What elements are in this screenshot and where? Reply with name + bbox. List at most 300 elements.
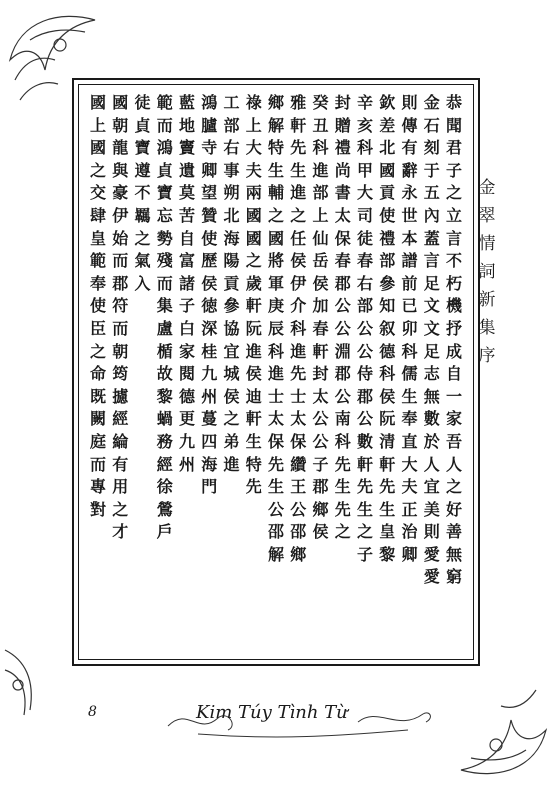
- text-char: 治: [401, 522, 418, 542]
- text-char: 雅: [290, 93, 307, 112]
- text-char: 經: [156, 454, 173, 474]
- text-char: 科: [401, 341, 418, 361]
- text-column: [222, 92, 242, 656]
- text-char: 庭: [89, 431, 106, 451]
- text-char: 而: [112, 251, 129, 271]
- text-char: 自: [178, 228, 195, 248]
- text-char: 弟: [223, 431, 240, 451]
- text-char: 生: [379, 499, 396, 519]
- text-char: 海: [201, 454, 218, 474]
- text-column: [155, 92, 175, 656]
- text-char: 春: [356, 251, 373, 271]
- text-char: 清: [379, 431, 396, 451]
- text-char: 之: [334, 522, 351, 542]
- text-char: 卿: [201, 160, 218, 180]
- text-char: 黎: [379, 544, 396, 564]
- text-char: 本: [401, 228, 418, 248]
- text-char: 桂: [201, 341, 218, 361]
- text-char: 太: [290, 409, 307, 429]
- page-number: 8: [88, 704, 97, 720]
- text-char: 筠: [112, 364, 129, 384]
- text-char: 奉: [401, 409, 418, 429]
- text-char: 大: [401, 454, 418, 474]
- text-char: 軒: [245, 296, 262, 316]
- text-char: 科: [379, 364, 396, 384]
- text-char: 癸: [312, 93, 329, 112]
- text-char: 使: [379, 205, 396, 225]
- text-char: 叙: [379, 318, 396, 338]
- text-char: 而: [112, 318, 129, 338]
- text-char: 集: [156, 296, 173, 316]
- text-char: 上: [312, 205, 329, 225]
- text-char: 羈: [134, 205, 151, 225]
- text-char: 之: [245, 251, 262, 271]
- text-char: 貞: [156, 160, 173, 180]
- text-char: 德: [379, 341, 396, 361]
- text-char: 邵: [267, 522, 284, 542]
- text-char: 不: [445, 251, 462, 271]
- text-char: 淵: [334, 341, 351, 361]
- text-char: 協: [223, 318, 240, 338]
- text-char: 侯: [379, 386, 396, 406]
- text-char: 阮: [379, 409, 396, 429]
- text-char: 科: [290, 318, 307, 338]
- text-char: 闕: [89, 409, 106, 429]
- text-char: 侯: [201, 273, 218, 293]
- text-char: 邵: [290, 522, 307, 542]
- text-column: [444, 92, 464, 656]
- text-char: 陽: [223, 251, 240, 271]
- text-char: 卿: [401, 544, 418, 564]
- text-char: 保: [290, 431, 307, 451]
- text-char: 公: [334, 296, 351, 316]
- text-char: 之: [89, 341, 106, 361]
- text-char: 四: [201, 431, 218, 451]
- text-char: 右: [356, 273, 373, 293]
- text-char: 部: [312, 183, 329, 203]
- text-char: 右: [223, 138, 240, 158]
- text-char: 符: [112, 296, 129, 316]
- text-char: 有: [401, 138, 418, 158]
- text-char: 善: [445, 522, 462, 542]
- text-char: 亥: [356, 115, 373, 135]
- text-char: 生: [334, 477, 351, 497]
- text-char: 刻: [423, 138, 440, 158]
- text-char: 之: [112, 499, 129, 519]
- text-char: 蔓: [201, 409, 218, 429]
- text-char: 進: [290, 183, 307, 203]
- text-char: 之: [445, 183, 462, 203]
- text-char: 寺: [201, 138, 218, 158]
- text-char: 朝: [112, 115, 129, 135]
- text-char: 皇: [89, 228, 106, 248]
- text-char: 辭: [401, 160, 418, 180]
- text-char: 貢: [379, 183, 396, 203]
- text-char: 好: [445, 499, 462, 519]
- text-char: 徳: [201, 296, 218, 316]
- text-char: 家: [445, 409, 462, 429]
- text-char: 軒: [312, 341, 329, 361]
- text-char: 國: [245, 228, 262, 248]
- text-char: 國: [89, 93, 106, 112]
- text-char: 將: [267, 251, 284, 271]
- text-char: 寶: [134, 138, 151, 158]
- text-char: 郡: [312, 477, 329, 497]
- text-char: 用: [112, 477, 129, 497]
- text-char: 機: [445, 296, 462, 316]
- text-char: 尚: [334, 160, 351, 180]
- text-char: 科: [312, 138, 329, 158]
- text-char: 公: [334, 318, 351, 338]
- text-char: 使: [89, 296, 106, 316]
- text-char: 公: [290, 499, 307, 519]
- text-char: 太: [334, 205, 351, 225]
- text-char: 事: [223, 160, 240, 180]
- text-char: 國: [112, 93, 129, 112]
- text-char: 國: [379, 160, 396, 180]
- text-char: 抒: [445, 318, 462, 338]
- page-footer: [0, 690, 556, 750]
- text-char: 海: [223, 228, 240, 248]
- text-char: 譜: [401, 251, 418, 271]
- text-column: [288, 92, 308, 656]
- text-char: 進: [312, 160, 329, 180]
- text-char: 殘: [156, 251, 173, 271]
- text-char: 永: [401, 183, 418, 203]
- text-char: 交: [89, 183, 106, 203]
- text-char: 王: [290, 477, 307, 497]
- text-char: 正: [401, 499, 418, 519]
- text-char: 範: [156, 93, 173, 112]
- text-char: 欽: [379, 93, 396, 112]
- text-char: 丑: [312, 115, 329, 135]
- text-char: 遵: [134, 160, 151, 180]
- text-char: 鴻: [201, 93, 218, 112]
- text-char: 工: [223, 93, 240, 112]
- text-char: 解: [267, 544, 284, 564]
- text-char: 公: [312, 409, 329, 429]
- text-char: 科: [267, 341, 284, 361]
- text-char: 任: [290, 228, 307, 248]
- text-char: 歲: [245, 273, 262, 293]
- text-char: 之: [267, 205, 284, 225]
- text-char: 吾: [445, 431, 462, 451]
- text-char: 公: [334, 386, 351, 406]
- text-char: 宜: [423, 477, 440, 497]
- text-char: 足: [423, 273, 440, 293]
- text-char: 世: [401, 205, 418, 225]
- text-columns: [88, 92, 464, 656]
- text-char: 始: [112, 228, 129, 248]
- text-frame: [72, 78, 480, 666]
- title-char: 翠: [478, 206, 496, 226]
- text-char: 宜: [223, 341, 240, 361]
- text-char: 進: [290, 341, 307, 361]
- text-char: 德: [178, 386, 195, 406]
- text-char: 南: [334, 409, 351, 429]
- text-char: 北: [379, 138, 396, 158]
- text-char: 生: [290, 160, 307, 180]
- text-char: 九: [178, 431, 195, 451]
- text-char: 解: [267, 115, 284, 135]
- text-char: 金: [423, 93, 440, 112]
- text-char: 伊: [112, 205, 129, 225]
- text-char: 生: [245, 431, 262, 451]
- text-char: 豪: [112, 183, 129, 203]
- text-char: 太: [267, 409, 284, 429]
- text-char: 竇: [178, 138, 195, 158]
- text-char: 而: [156, 115, 173, 135]
- text-char: 甲: [356, 160, 373, 180]
- text-char: 封: [312, 364, 329, 384]
- text-char: 加: [312, 296, 329, 316]
- text-char: 恭: [445, 93, 462, 112]
- text-char: 歷: [201, 251, 218, 271]
- text-char: 國: [267, 228, 284, 248]
- text-char: 迪: [245, 386, 262, 406]
- text-char: 岳: [312, 251, 329, 271]
- text-char: 貢: [223, 273, 240, 293]
- text-char: 朔: [223, 183, 240, 203]
- text-char: 先: [267, 454, 284, 474]
- text-char: 愛: [423, 567, 440, 587]
- text-char: 進: [245, 341, 262, 361]
- text-char: 人: [423, 454, 440, 474]
- text-char: 於: [423, 431, 440, 451]
- text-char: 夫: [401, 477, 418, 497]
- title-char: 詞: [478, 262, 496, 282]
- text-char: 輔: [267, 183, 284, 203]
- text-char: 美: [423, 499, 440, 519]
- text-char: 部: [223, 115, 240, 135]
- text-char: 徒: [134, 93, 151, 112]
- text-char: 數: [356, 431, 373, 451]
- text-char: 士: [267, 386, 284, 406]
- text-char: 富: [178, 251, 195, 271]
- text-char: 文: [423, 318, 440, 338]
- text-char: 君: [445, 138, 462, 158]
- text-char: 上: [89, 115, 106, 135]
- text-char: 公: [356, 341, 373, 361]
- title-char: 集: [478, 318, 496, 338]
- text-char: 之: [223, 409, 240, 429]
- text-char: 龍: [112, 138, 129, 158]
- text-char: 卯: [401, 318, 418, 338]
- text-char: 內: [423, 205, 440, 225]
- text-char: 皇: [379, 522, 396, 542]
- text-char: 苦: [178, 205, 195, 225]
- text-char: 阮: [245, 318, 262, 338]
- text-char: 士: [290, 386, 307, 406]
- text-char: 而: [89, 454, 106, 474]
- text-char: 軒: [356, 454, 373, 474]
- text-column: [400, 92, 420, 656]
- text-char: 蓋: [423, 228, 440, 248]
- text-char: 九: [201, 364, 218, 384]
- text-char: 侯: [245, 364, 262, 384]
- text-char: 先: [334, 454, 351, 474]
- text-char: 先: [379, 477, 396, 497]
- text-char: 州: [178, 454, 195, 474]
- text-char: 直: [401, 431, 418, 451]
- text-char: 石: [423, 115, 440, 135]
- text-char: 侯: [312, 273, 329, 293]
- title-char: 序: [478, 346, 496, 366]
- text-char: 國: [89, 138, 106, 158]
- text-char: 進: [267, 364, 284, 384]
- text-char: 于: [423, 160, 440, 180]
- text-char: 大: [245, 138, 262, 158]
- text-char: 鄉: [312, 499, 329, 519]
- text-char: 兩: [245, 183, 262, 203]
- text-char: 鶯: [156, 499, 173, 519]
- text-char: 春: [312, 318, 329, 338]
- text-char: 綸: [112, 431, 129, 451]
- text-char: 侯: [223, 386, 240, 406]
- text-char: 子: [312, 454, 329, 474]
- text-char: 先: [245, 477, 262, 497]
- text-char: 之: [445, 477, 462, 497]
- text-char: 軍: [267, 273, 284, 293]
- text-char: 經: [112, 409, 129, 429]
- text-char: 生: [356, 499, 373, 519]
- text-char: 贊: [201, 205, 218, 225]
- text-char: 人: [445, 454, 462, 474]
- text-char: 公: [267, 499, 284, 519]
- text-char: 盧: [156, 318, 173, 338]
- text-char: 之: [290, 205, 307, 225]
- text-column: [422, 92, 442, 656]
- text-char: 忘: [156, 205, 173, 225]
- text-char: 進: [223, 454, 240, 474]
- text-char: 愛: [423, 544, 440, 564]
- text-char: 朽: [445, 273, 462, 293]
- text-char: 有: [112, 454, 129, 474]
- text-char: 北: [223, 205, 240, 225]
- text-char: 閱: [178, 364, 195, 384]
- text-char: 一: [445, 386, 462, 406]
- text-char: 仙: [312, 228, 329, 248]
- text-char: 對: [89, 499, 106, 519]
- text-column: [311, 92, 331, 656]
- text-char: 特: [245, 454, 262, 474]
- text-char: 五: [423, 183, 440, 203]
- text-char: 專: [89, 477, 106, 497]
- text-char: 儒: [401, 364, 418, 384]
- text-char: 才: [112, 522, 129, 542]
- text-char: 志: [423, 364, 440, 384]
- text-char: 寶: [156, 183, 173, 203]
- text-char: 辛: [356, 93, 373, 112]
- text-column: [244, 92, 264, 656]
- text-char: 範: [89, 251, 106, 271]
- text-char: 先: [290, 138, 307, 158]
- text-char: 言: [423, 251, 440, 271]
- text-char: 徐: [156, 477, 173, 497]
- text-char: 纘: [290, 454, 307, 474]
- text-char: 藍: [178, 93, 195, 112]
- text-char: 先: [356, 477, 373, 497]
- text-char: 窮: [445, 567, 462, 587]
- text-char: 立: [445, 205, 462, 225]
- text-char: 故: [156, 364, 173, 384]
- text-char: 國: [245, 205, 262, 225]
- text-char: 地: [178, 115, 195, 135]
- text-column: [110, 92, 130, 656]
- text-char: 文: [423, 296, 440, 316]
- text-char: 書: [334, 183, 351, 203]
- text-char: 侍: [356, 364, 373, 384]
- text-char: 蝸: [156, 409, 173, 429]
- text-char: 部: [379, 251, 396, 271]
- text-char: 參: [223, 296, 240, 316]
- text-char: 介: [290, 296, 307, 316]
- text-char: 郡: [334, 273, 351, 293]
- text-char: 侯: [290, 251, 307, 271]
- text-char: 貞: [134, 115, 151, 135]
- text-char: 足: [423, 341, 440, 361]
- text-char: 家: [178, 341, 195, 361]
- text-char: 自: [445, 364, 462, 384]
- text-char: 言: [445, 228, 462, 248]
- text-char: 務: [156, 431, 173, 451]
- text-char: 科: [356, 138, 373, 158]
- text-char: 郡: [356, 386, 373, 406]
- text-char: 郡: [112, 273, 129, 293]
- text-char: 生: [267, 477, 284, 497]
- text-char: 先: [290, 364, 307, 384]
- text-char: 望: [201, 183, 218, 203]
- text-char: 科: [334, 431, 351, 451]
- text-column: [377, 92, 397, 656]
- text-char: 鴻: [156, 138, 173, 158]
- text-char: 保: [334, 228, 351, 248]
- text-char: 大: [356, 183, 373, 203]
- text-char: 臚: [201, 115, 218, 135]
- text-char: 郡: [334, 364, 351, 384]
- text-char: 侯: [312, 522, 329, 542]
- text-char: 贈: [334, 115, 351, 135]
- text-char: 白: [178, 318, 195, 338]
- text-column: [133, 92, 153, 656]
- text-char: 奉: [89, 273, 106, 293]
- text-char: 無: [445, 544, 462, 564]
- text-char: 更: [178, 409, 195, 429]
- text-char: 前: [401, 273, 418, 293]
- footer-book-title: Kim Túy Tình Từ: [196, 702, 348, 723]
- text-char: 黎: [156, 386, 173, 406]
- text-char: 軒: [245, 409, 262, 429]
- text-char: 司: [356, 205, 373, 225]
- text-char: 而: [156, 273, 173, 293]
- text-char: 則: [423, 522, 440, 542]
- text-char: 伊: [290, 273, 307, 293]
- text-char: 城: [223, 364, 240, 384]
- text-char: 保: [267, 431, 284, 451]
- text-char: 門: [201, 477, 218, 497]
- text-char: 莫: [178, 183, 195, 203]
- text-char: 鄉: [267, 93, 284, 112]
- text-column: [333, 92, 353, 656]
- text-char: 子: [178, 296, 195, 316]
- text-char: 子: [445, 160, 462, 180]
- text-char: 成: [445, 341, 462, 361]
- text-column: [88, 92, 108, 656]
- text-char: 楯: [156, 341, 173, 361]
- text-char: 太: [312, 386, 329, 406]
- text-column: [266, 92, 286, 656]
- text-char: 庚: [267, 296, 284, 316]
